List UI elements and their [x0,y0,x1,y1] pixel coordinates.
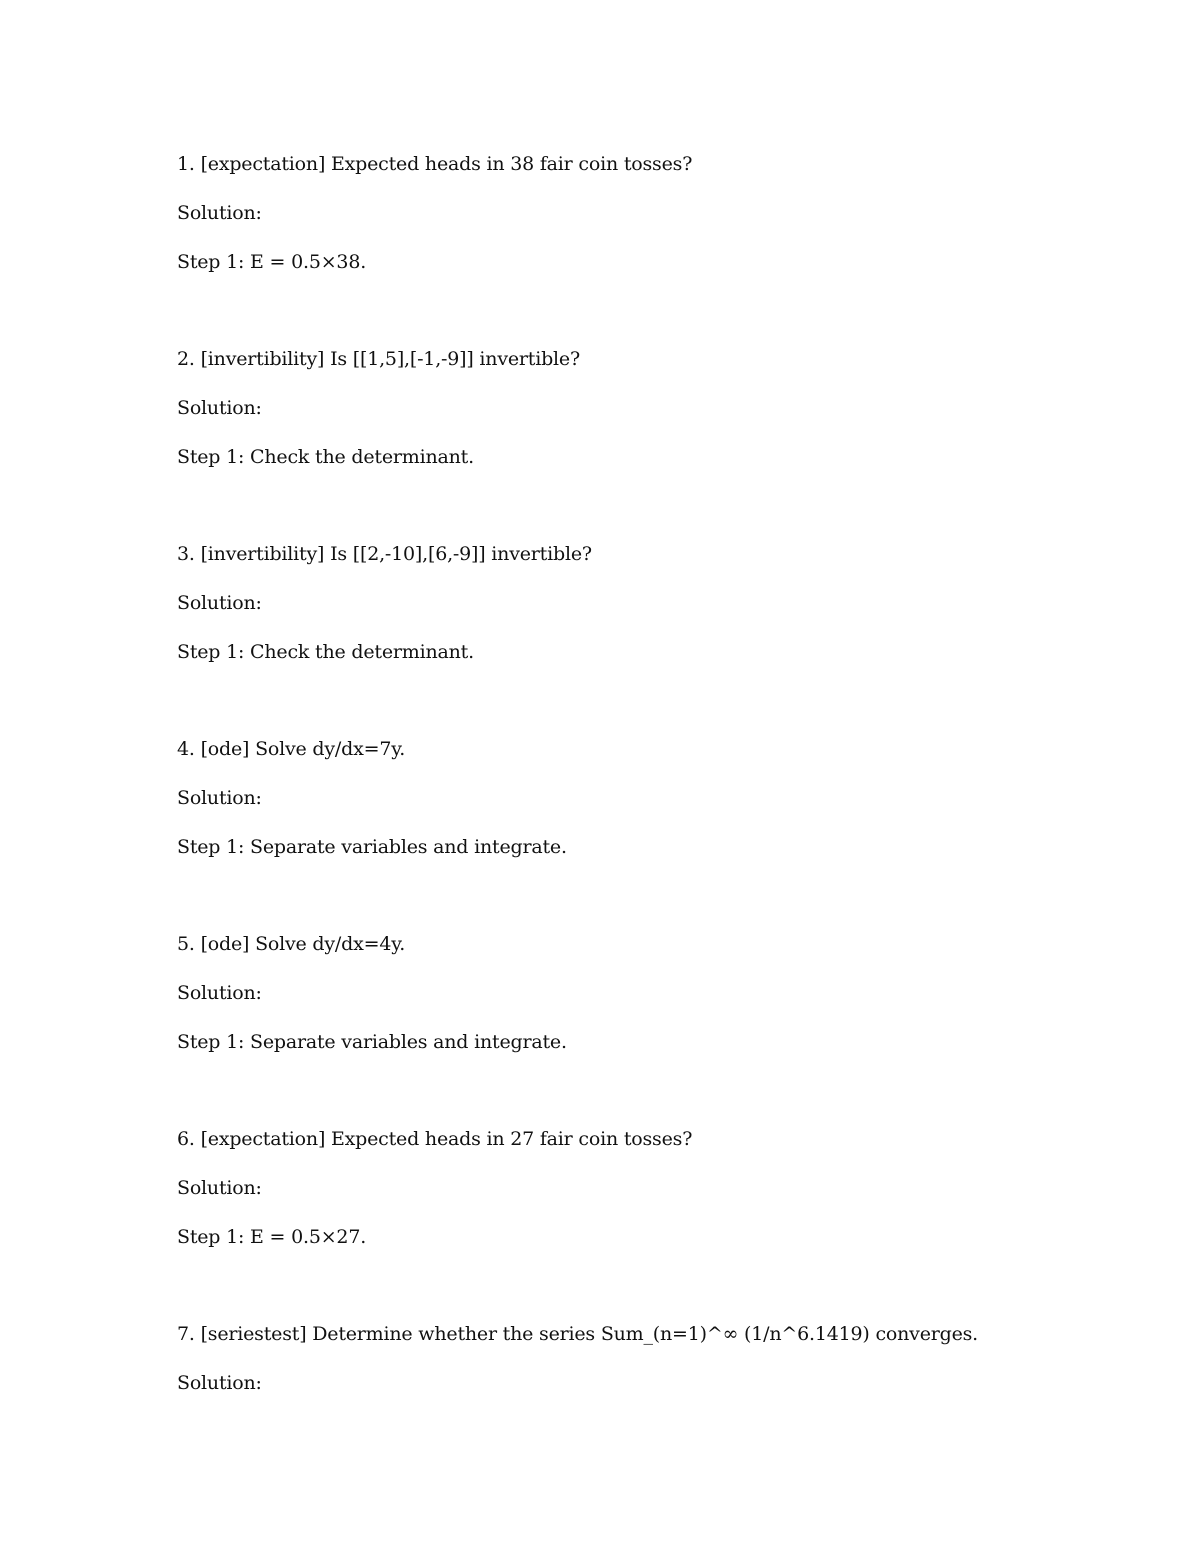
problem-item [177,725,1077,872]
problem-question: 7. [seriestest] Determine whether the series Sum_(n=1)^∞ (1/n^6.1419) converges. [177,1323,979,1345]
problem-item [177,140,1077,287]
solution-label: Solution: [177,397,262,419]
problem-item [177,530,1077,677]
solution-label: Solution: [177,787,262,809]
solution-step: Step 1: E = 0.5×27. [177,1226,367,1248]
problem-item [177,920,1077,1067]
problem-item [177,1310,1077,1408]
solution-label: Solution: [177,202,262,224]
solution-step: Step 1: Check the determinant. [177,641,474,663]
document-body [177,140,1077,1456]
solution-step: Step 1: E = 0.5×38. [177,251,367,273]
solution-step: Step 1: Separate variables and integrate. [177,1031,567,1053]
solution-label: Solution: [177,592,262,614]
solution-label: Solution: [177,1372,262,1394]
problem-question: 4. [ode] Solve dy/dx=7y. [177,738,406,760]
solution-step: Step 1: Check the determinant. [177,446,474,468]
problem-question: 5. [ode] Solve dy/dx=4y. [177,933,406,955]
solution-step: Step 1: Separate variables and integrate. [177,836,567,858]
problem-question: 3. [invertibility] Is [[2,-10],[6,-9]] invertible? [177,543,592,565]
problem-item [177,1115,1077,1262]
solution-label: Solution: [177,1177,262,1199]
problem-question: 6. [expectation] Expected heads in 27 fair coin tosses? [177,1128,693,1150]
problem-question: 2. [invertibility] Is [[1,5],[-1,-9]] invertible? [177,348,580,370]
problem-item [177,335,1077,482]
solution-label: Solution: [177,982,262,1004]
problem-question: 1. [expectation] Expected heads in 38 fair coin tosses? [177,153,693,175]
